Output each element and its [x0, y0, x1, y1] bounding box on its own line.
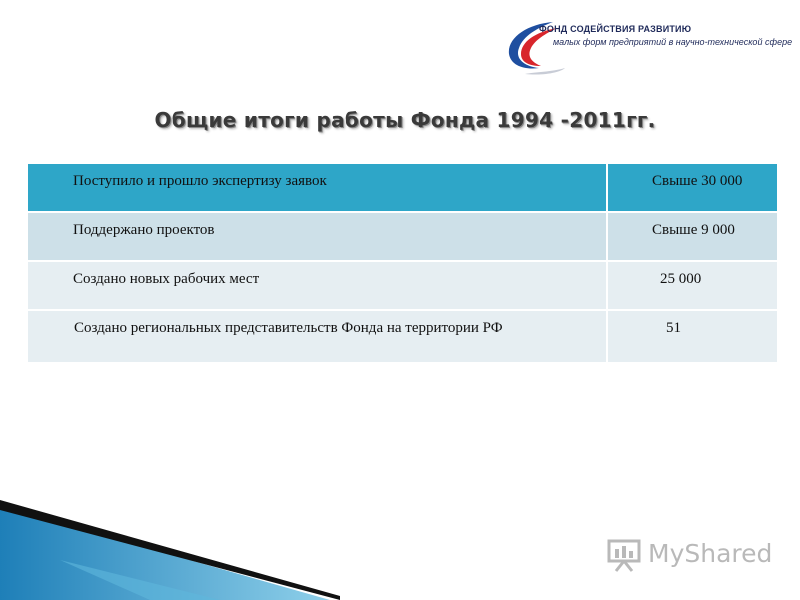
label-cell	[28, 212, 607, 261]
row-label: Поддержано проектов	[73, 222, 215, 238]
watermark-text: MyShared	[648, 539, 773, 568]
table-row	[28, 261, 777, 310]
row-value: Свыше 30 000	[652, 173, 743, 189]
row-label: Создано новых рабочих мест	[73, 271, 260, 287]
row-label: Поступило и прошло экспертизу заявок	[73, 173, 327, 189]
fund-logo	[505, 18, 793, 78]
value-cell	[607, 310, 777, 362]
slide-title: Общие итоги работы Фонда 1994 -2011гг.	[154, 108, 656, 132]
row-label: Создано региональных представительств Фонда на территории РФ	[74, 320, 503, 336]
label-cell	[28, 310, 607, 362]
table-row	[28, 164, 777, 212]
value-cell	[607, 164, 777, 212]
logo-subtitle: малых форм предприятий в научно-технической сфере	[553, 37, 793, 47]
presentation-icon	[606, 537, 644, 573]
corner-decoration	[0, 500, 340, 600]
row-value: Свыше 9 000	[652, 222, 735, 238]
logo-title: ФОНД СОДЕЙСТВИЯ РАЗВИТИЮ	[539, 24, 692, 34]
value-cell	[607, 261, 777, 310]
table-row	[28, 310, 777, 362]
label-cell	[28, 164, 607, 212]
results-table	[28, 164, 777, 362]
table-row	[28, 212, 777, 261]
row-value: 51	[666, 320, 681, 336]
value-cell	[607, 212, 777, 261]
watermark	[606, 537, 776, 573]
label-cell	[28, 261, 607, 310]
row-value: 25 000	[660, 271, 702, 287]
